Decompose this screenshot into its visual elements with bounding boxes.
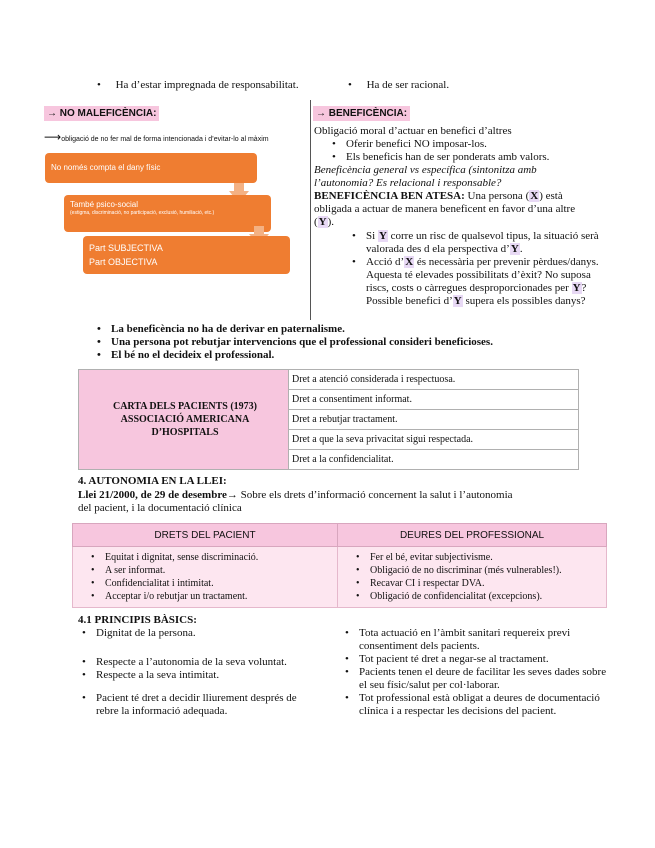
list-item: • Confidencialitat i intimitat.	[91, 577, 333, 590]
drets-deures-table	[72, 523, 607, 608]
drets-header: DRETS DEL PACIENT	[73, 524, 338, 547]
table-row	[79, 370, 579, 390]
list-item: • A ser informat.	[91, 564, 333, 577]
bullet-icon: •	[97, 79, 101, 91]
carta-row-cell: Dret a la confidencialitat.	[289, 450, 579, 470]
table-row	[73, 547, 607, 608]
list-item: • Pacient té dret a decidir lliurement després de rebre la informació adequada.	[82, 692, 311, 718]
list-item: • Respecte a la seva intimitat.	[82, 669, 322, 682]
deures-header: DEURES DEL PROFESSIONAL	[338, 524, 607, 547]
list-item: • Obligació de no discriminar (més vulnerables!).	[356, 564, 602, 577]
list-item: • Recavar CI i respectar DVA.	[356, 577, 602, 590]
carta-row-cell: Dret a que la seva privacitat sigui respectada.	[289, 430, 579, 450]
beneficencia-content	[314, 125, 644, 308]
principis-title: 4.1 PRINCIPIS BÀSICS:	[78, 614, 197, 626]
diagram-arrow-1-stem	[234, 183, 244, 191]
deures-cell	[338, 547, 607, 608]
carta-title-cell: CARTA DELS PACIENTS (1973) ASSOCIACIÓ AMERICANA D’HOSPITALS	[79, 370, 289, 470]
carta-row-cell: Dret a consentiment informat.	[289, 390, 579, 410]
list-item: • Tota actuació en l’àmbit sanitari requereix previ consentiment dels pacients.	[345, 627, 607, 653]
diagram-box-physical: No només compta el dany físic	[45, 153, 257, 183]
top-bullet-1: • Ha d’estar impregnada de responsabilitat.	[97, 79, 299, 91]
italic-line-1: Beneficència general vs específica (sintonitza amb	[314, 164, 537, 176]
list-item: • Pacients tenen el deure de facilitar les seves dades sobre el seu físic/salut per col·laborar.	[345, 666, 607, 692]
ben-atesa-line-1: BENEFICÈNCIA BEN ATESA: Una persona (X) està	[314, 190, 563, 202]
no-maleficencia-header: → NO MALEFICÈNCIA:	[44, 106, 159, 121]
list-item: • Acció d’X és necessària per prevenir pèrdues/danys. Aquesta té elevades possibilitats d’èxit? No suposa riscs, costs o càrregues desproporcionades per Y? Possible benefici d’Y supera els possibles danys?	[352, 256, 644, 308]
carta-row-cell: Dret a atenció considerada i respectuosa.	[289, 370, 579, 390]
diagram-arrow-2-stem	[254, 226, 264, 234]
ben-atesa-line-3: (Y).	[314, 216, 335, 228]
bullet-icon: •	[348, 79, 352, 91]
autonomia-section-title: 4. AUTONOMIA EN LA LLEI:	[78, 475, 227, 487]
column-divider	[310, 100, 311, 320]
table-row	[73, 524, 607, 547]
list-item: • Els beneficis han de ser ponderats amb valors.	[332, 151, 644, 164]
paternalism-bullets	[97, 323, 617, 362]
list-item: • Tot professional està obligat a deures de documentació clínica i a respectar les decisions del pacient.	[345, 692, 607, 718]
top-bullet-2: • Ha de ser racional.	[348, 79, 450, 91]
x-highlight: X	[530, 190, 539, 202]
list-item: • La beneficència no ha de derivar en paternalisme.	[97, 323, 617, 336]
list-item: • Acceptar i/o rebutjar un tractament.	[91, 590, 333, 603]
list-item: • Fer el bé, evitar subjectivisme.	[356, 551, 602, 564]
list-item: • Si Y corre un risc de qualsevol tipus, la situació serà valorada des d ela perspectiva d’Y.	[352, 230, 644, 256]
no-maleficencia-note: ⟶obligació de no fer mal de forma intencionada i d’evitar-lo al màxim	[44, 130, 269, 144]
beneficencia-header: → BENEFICÈNCIA:	[313, 106, 410, 121]
list-item: • Tot pacient té dret a negar-se al tractament.	[345, 653, 607, 666]
diagram-box-subjective-objective: Part SUBJECTIVA Part OBJECTIVA	[83, 236, 290, 274]
list-item: • Respecte a l’autonomia de la seva voluntat.	[82, 656, 322, 669]
y-highlight: Y	[318, 216, 327, 228]
list-item: • Una persona pot rebutjar intervencions que el professional consideri beneficioses.	[97, 336, 617, 349]
carta-row-cell: Dret a rebutjar tractament.	[289, 410, 579, 430]
principis-left	[82, 627, 322, 718]
list-item: • Oferir benefici NO imposar-los.	[332, 138, 644, 151]
principis-right	[345, 627, 607, 718]
ben-atesa-line-2: obligada a actuar de manera beneficent en favor d’una altre	[314, 203, 576, 215]
llei-line-1: Llei 21/2000, de 29 de desembre→ Sobre els drets d’informació concernent la salut i l’autonomia	[78, 489, 513, 501]
beneficencia-intro: Obligació moral d’actuar en benefici d’altres	[314, 125, 512, 137]
llei-line-2: del pacient, i la documentació clínica	[78, 502, 242, 514]
list-item: • Equitat i dignitat, sense discriminació.	[91, 551, 333, 564]
list-item: • Dignitat de la persona.	[82, 627, 322, 640]
long-arrow-icon: ⟶	[44, 130, 62, 144]
italic-line-2: l’autonomia? Es relacional i responsable?	[314, 177, 502, 189]
drets-cell	[73, 547, 338, 608]
list-item: • El bé no el decideix el professional.	[97, 349, 617, 362]
list-item: • Obligació de confidencialitat (excepcions).	[356, 590, 602, 603]
carta-pacients-table	[78, 369, 579, 470]
diagram-box-psychosocial: També psico-social (estigma, discriminació, no participació, exclusió, humiliació, etc.)	[64, 195, 271, 232]
